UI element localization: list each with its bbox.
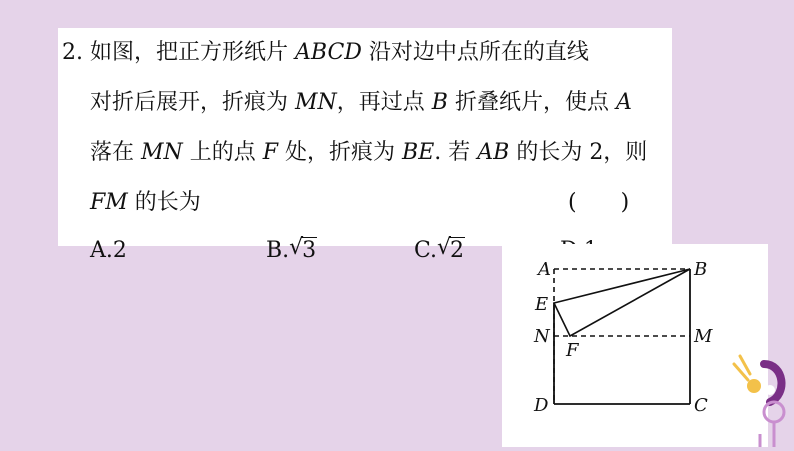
choice-c[interactable]: C. √ 2 — [414, 236, 465, 266]
sqrt-symbol: √ 2 — [437, 235, 465, 263]
choice-a[interactable]: A.2 — [90, 238, 127, 263]
question-line-4: FM 的长为 — [90, 190, 201, 215]
label-e: E — [535, 294, 549, 315]
label-b: B — [694, 259, 708, 280]
geometry-figure — [502, 244, 768, 447]
choice-b[interactable]: B. √ 3 — [266, 236, 317, 266]
answer-blank: ( ) — [568, 190, 630, 215]
question-line-2: 对折后展开，折痕为 MN，再过点 B 折叠纸片，使点 A — [90, 90, 632, 115]
question-line-3: 落在 MN 上的点 F 处，折痕为 BE. 若 AB 的长为 2，则 — [90, 140, 648, 165]
question-line-1: 如图，把正方形纸片 ABCD 沿对边中点所在的直线 — [90, 40, 589, 65]
folded-triangle — [554, 269, 690, 336]
decorative-ornament-icon — [730, 350, 794, 447]
label-m: M — [694, 326, 713, 347]
question-number: 2. — [62, 40, 83, 65]
label-f: F — [566, 340, 579, 361]
label-a: A — [538, 259, 551, 280]
label-n: N — [534, 326, 550, 347]
figure-card — [502, 244, 768, 447]
label-d: D — [534, 395, 549, 416]
question-card — [58, 28, 672, 263]
label-c: C — [694, 395, 708, 416]
sqrt-symbol: √ 3 — [289, 235, 317, 263]
